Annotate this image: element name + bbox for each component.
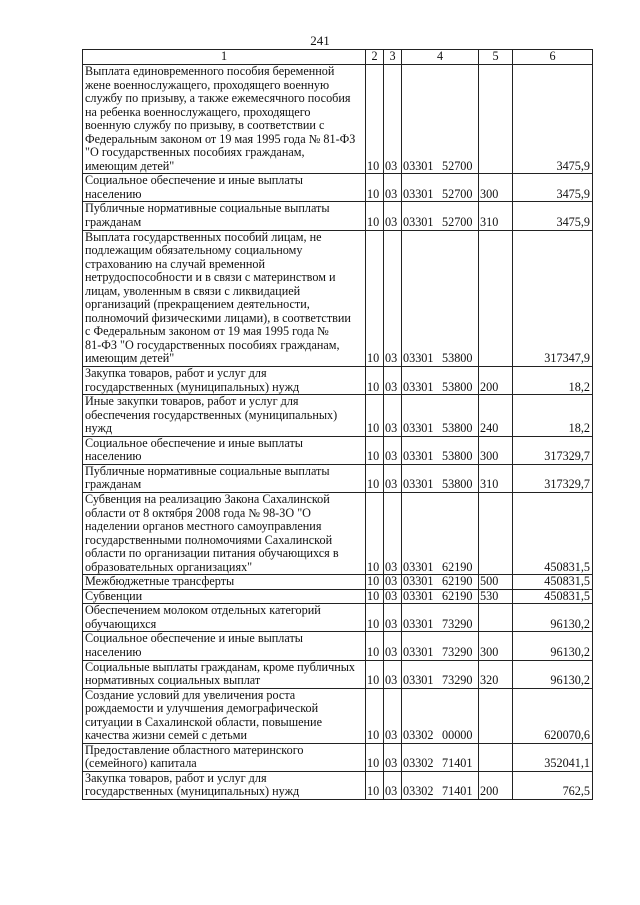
row-description <box>83 575 366 590</box>
amount: 3475,9 <box>513 65 593 174</box>
program-code: 03301 <box>403 644 434 659</box>
row-description <box>83 492 366 574</box>
description-line: подлежащим обязательному социальному <box>85 243 303 258</box>
target-article-code <box>402 589 479 604</box>
target-article-code <box>402 660 479 688</box>
row-description <box>83 202 366 230</box>
table-row <box>83 632 593 660</box>
header-cell: 2 <box>366 50 384 65</box>
amount: 18,2 <box>513 395 593 437</box>
direction-code: 53800 <box>442 351 473 366</box>
expense-type-code <box>479 65 513 174</box>
program-code: 03302 <box>403 756 434 771</box>
direction-code: 73290 <box>442 644 473 659</box>
table-row <box>83 174 593 202</box>
header-cell: 5 <box>479 50 513 65</box>
section-code: 10 <box>366 202 384 230</box>
description-line: обеспечения государственных (муниципальных) <box>85 407 338 422</box>
description-line: Закупка товаров, работ и услуг для <box>85 771 267 785</box>
section-code: 10 <box>366 660 384 688</box>
program-code: 03301 <box>403 616 434 631</box>
direction-code: 53800 <box>442 449 473 464</box>
table-row <box>83 688 593 743</box>
target-article-code <box>402 604 479 632</box>
expense-type-code <box>479 230 513 366</box>
program-code: 03301 <box>403 673 434 688</box>
direction-code: 62190 <box>442 589 473 603</box>
description-line: Социальное обеспечение и иные выплаты <box>85 631 303 646</box>
header-cell: 6 <box>513 50 593 65</box>
table-row <box>83 604 593 632</box>
subsection-code: 03 <box>384 436 402 464</box>
target-article-code <box>402 174 479 202</box>
description-line: Межбюджетные трансферты <box>85 574 235 589</box>
amount: 317329,7 <box>513 464 593 492</box>
target-article-code <box>402 688 479 743</box>
amount: 762,5 <box>513 771 593 799</box>
description-line: организаций (прекращением деятельности, <box>85 297 310 312</box>
target-article-code <box>402 743 479 771</box>
table-row <box>83 589 593 604</box>
program-code: 03301 <box>403 379 434 394</box>
table-row <box>83 660 593 688</box>
description-line: населению <box>85 644 142 659</box>
budget-table <box>82 49 593 800</box>
expense-type-code <box>479 688 513 743</box>
table-row <box>83 575 593 590</box>
section-code: 10 <box>366 688 384 743</box>
row-description <box>83 660 366 688</box>
row-description <box>83 367 366 395</box>
direction-code: 00000 <box>442 728 473 743</box>
subsection-code: 03 <box>384 230 402 366</box>
description-line: государственных (муниципальных) нужд <box>85 379 300 394</box>
direction-code: 62190 <box>442 559 473 574</box>
subsection-code: 03 <box>384 771 402 799</box>
header-cell: 1 <box>83 50 366 65</box>
section-code: 10 <box>366 230 384 366</box>
target-article-code <box>402 202 479 230</box>
description-line: военную службу по призыву, в соответствии с <box>85 118 325 133</box>
section-code: 10 <box>366 436 384 464</box>
description-line: с Федеральным законом от 19 мая 1995 года № <box>85 324 329 339</box>
description-line: Федеральным законом от 19 мая 1995 года № 81-ФЗ <box>85 131 356 146</box>
description-line: Создание условий для увеличения роста <box>85 688 296 702</box>
direction-code: 52700 <box>442 186 473 201</box>
direction-code: 53800 <box>442 379 473 394</box>
section-code: 10 <box>366 589 384 604</box>
program-code: 03301 <box>403 559 434 574</box>
section-code: 10 <box>366 174 384 202</box>
expense-type-code: 310 <box>479 202 513 230</box>
direction-code: 73290 <box>442 616 473 631</box>
row-description <box>83 174 366 202</box>
description-line: государственными полномочиями Сахалинской <box>85 532 333 547</box>
program-code: 03301 <box>403 158 434 173</box>
section-code: 10 <box>366 743 384 771</box>
description-line: нетрудоспособности и в связи с материнством и <box>85 270 336 285</box>
amount: 96130,2 <box>513 660 593 688</box>
target-article-code <box>402 230 479 366</box>
section-code: 10 <box>366 395 384 437</box>
direction-code: 53800 <box>442 421 473 436</box>
program-code: 03301 <box>403 186 434 201</box>
amount: 620070,6 <box>513 688 593 743</box>
expense-type-code: 500 <box>479 575 513 590</box>
subsection-code: 03 <box>384 660 402 688</box>
description-line: Обеспечением молоком отдельных категорий <box>85 603 321 618</box>
section-code: 10 <box>366 575 384 590</box>
subsection-code: 03 <box>384 743 402 771</box>
row-description <box>83 604 366 632</box>
description-line: полномочий физическими лицами), в соответствии <box>85 310 351 325</box>
section-code: 10 <box>366 771 384 799</box>
program-code: 03301 <box>403 477 434 492</box>
row-description <box>83 688 366 743</box>
row-description <box>83 743 366 771</box>
description-line: Предоставление областного материнского <box>85 743 304 757</box>
expense-type-code: 320 <box>479 660 513 688</box>
amount: 450831,5 <box>513 575 593 590</box>
amount: 3475,9 <box>513 202 593 230</box>
target-article-code <box>402 436 479 464</box>
direction-code: 52700 <box>442 215 473 230</box>
subsection-code: 03 <box>384 492 402 574</box>
section-code: 10 <box>366 604 384 632</box>
amount: 352041,1 <box>513 743 593 771</box>
table-row <box>83 492 593 574</box>
subsection-code: 03 <box>384 632 402 660</box>
table-row <box>83 395 593 437</box>
target-article-code <box>402 367 479 395</box>
description-line: лицам, уволенным в связи с ликвидацией <box>85 283 301 298</box>
description-line: Субвенции <box>85 589 143 603</box>
description-line: "О государственных пособиях гражданам, <box>85 145 305 160</box>
amount: 317329,7 <box>513 436 593 464</box>
target-article-code <box>402 632 479 660</box>
direction-code: 62190 <box>442 574 473 589</box>
row-description <box>83 589 366 604</box>
subsection-code: 03 <box>384 575 402 590</box>
description-line: Выплата государственных пособий лицам, не <box>85 230 322 244</box>
subsection-code: 03 <box>384 202 402 230</box>
program-code: 03301 <box>403 589 434 603</box>
target-article-code <box>402 492 479 574</box>
description-line: Публичные нормативные социальные выплаты <box>85 201 330 216</box>
row-description <box>83 230 366 366</box>
description-line: на ребенка военнослужащего, проходящего <box>85 104 311 119</box>
section-code: 10 <box>366 65 384 174</box>
description-line: наделении органов местного самоуправления <box>85 519 322 534</box>
program-code: 03301 <box>403 574 434 589</box>
subsection-code: 03 <box>384 604 402 632</box>
subsection-code: 03 <box>384 65 402 174</box>
target-article-code <box>402 65 479 174</box>
description-line: Субвенция на реализацию Закона Сахалинской <box>85 492 330 506</box>
direction-code: 53800 <box>442 477 473 492</box>
target-article-code <box>402 771 479 799</box>
amount: 317347,9 <box>513 230 593 366</box>
target-article-code <box>402 575 479 590</box>
expense-type-code: 200 <box>479 367 513 395</box>
description-line: населению <box>85 449 142 464</box>
description-line: образовательных организациях" <box>85 559 253 574</box>
direction-code: 71401 <box>442 784 473 799</box>
section-code: 10 <box>366 464 384 492</box>
amount: 3475,9 <box>513 174 593 202</box>
page-number: 241 <box>310 33 330 48</box>
row-description <box>83 464 366 492</box>
table-row <box>83 65 593 174</box>
row-description <box>83 632 366 660</box>
expense-type-code: 300 <box>479 436 513 464</box>
program-code: 03301 <box>403 421 434 436</box>
description-line: службу по призыву, а также ежемесячного пособия <box>85 91 351 106</box>
table-row <box>83 230 593 366</box>
description-line: государственных (муниципальных) нужд <box>85 784 300 799</box>
description-line: обучающихся <box>85 616 157 631</box>
table-row <box>83 202 593 230</box>
description-line: нормативных социальных выплат <box>85 673 261 688</box>
description-line: населению <box>85 186 142 201</box>
section-code: 10 <box>366 492 384 574</box>
amount: 450831,5 <box>513 492 593 574</box>
expense-type-code <box>479 492 513 574</box>
subsection-code: 03 <box>384 589 402 604</box>
amount: 18,2 <box>513 367 593 395</box>
description-line: качества жизни семей с детьми <box>85 728 247 743</box>
expense-type-code: 300 <box>479 632 513 660</box>
direction-code: 52700 <box>442 158 473 173</box>
table-row <box>83 771 593 799</box>
expense-type-code: 200 <box>479 771 513 799</box>
expense-type-code: 530 <box>479 589 513 604</box>
expense-type-code: 310 <box>479 464 513 492</box>
table-row <box>83 436 593 464</box>
description-line: рождаемости и улучшения демографической <box>85 701 319 716</box>
subsection-code: 03 <box>384 367 402 395</box>
direction-code: 73290 <box>442 673 473 688</box>
description-line: Закупка товаров, работ и услуг для <box>85 366 267 381</box>
amount: 96130,2 <box>513 632 593 660</box>
program-code: 03302 <box>403 784 434 799</box>
program-code: 03301 <box>403 449 434 464</box>
row-description <box>83 65 366 174</box>
table-row <box>83 367 593 395</box>
description-line: имеющим детей" <box>85 351 175 366</box>
description-line: имеющим детей" <box>85 158 175 173</box>
header-cell: 3 <box>384 50 402 65</box>
description-line: Социальное обеспечение и иные выплаты <box>85 173 303 188</box>
description-line: жене военнослужащего, проходящего военную <box>85 77 330 92</box>
expense-type-code: 240 <box>479 395 513 437</box>
amount: 450831,5 <box>513 589 593 604</box>
description-line: Социальные выплаты гражданам, кроме публичных <box>85 660 355 674</box>
description-line: области по организации питания обучающихся в <box>85 546 339 561</box>
table-row <box>83 464 593 492</box>
header-cell: 4 <box>402 50 479 65</box>
section-code: 10 <box>366 367 384 395</box>
target-article-code <box>402 464 479 492</box>
description-line: гражданам <box>85 477 142 492</box>
section-code: 10 <box>366 632 384 660</box>
description-line: 81-ФЗ "О государственных пособиях гражданам, <box>85 337 340 352</box>
expense-type-code <box>479 604 513 632</box>
description-line: Выплата единовременного пособия беременной <box>85 64 335 78</box>
subsection-code: 03 <box>384 395 402 437</box>
description-line: страхованию на случай временной <box>85 256 266 271</box>
description-line: гражданам <box>85 215 142 230</box>
row-description <box>83 395 366 437</box>
subsection-code: 03 <box>384 464 402 492</box>
direction-code: 71401 <box>442 756 473 771</box>
description-line: ситуации в Сахалинской области, повышение <box>85 714 322 729</box>
description-line: нужд <box>85 421 113 436</box>
description-line: Публичные нормативные социальные выплаты <box>85 464 330 478</box>
program-code: 03301 <box>403 351 434 366</box>
row-description <box>83 436 366 464</box>
program-code: 03302 <box>403 728 434 743</box>
description-line: Иные закупки товаров, работ и услуг для <box>85 394 299 409</box>
table-row <box>83 743 593 771</box>
description-line: Социальное обеспечение и иные выплаты <box>85 436 303 450</box>
amount: 96130,2 <box>513 604 593 632</box>
row-description <box>83 771 366 799</box>
program-code: 03301 <box>403 215 434 230</box>
description-line: области от 8 октября 2008 года № 98-ЗО "О <box>85 505 311 520</box>
target-article-code <box>402 395 479 437</box>
expense-type-code: 300 <box>479 174 513 202</box>
expense-type-code <box>479 743 513 771</box>
subsection-code: 03 <box>384 174 402 202</box>
header-row <box>83 50 593 65</box>
description-line: (семейного) капитала <box>85 756 197 771</box>
subsection-code: 03 <box>384 688 402 743</box>
